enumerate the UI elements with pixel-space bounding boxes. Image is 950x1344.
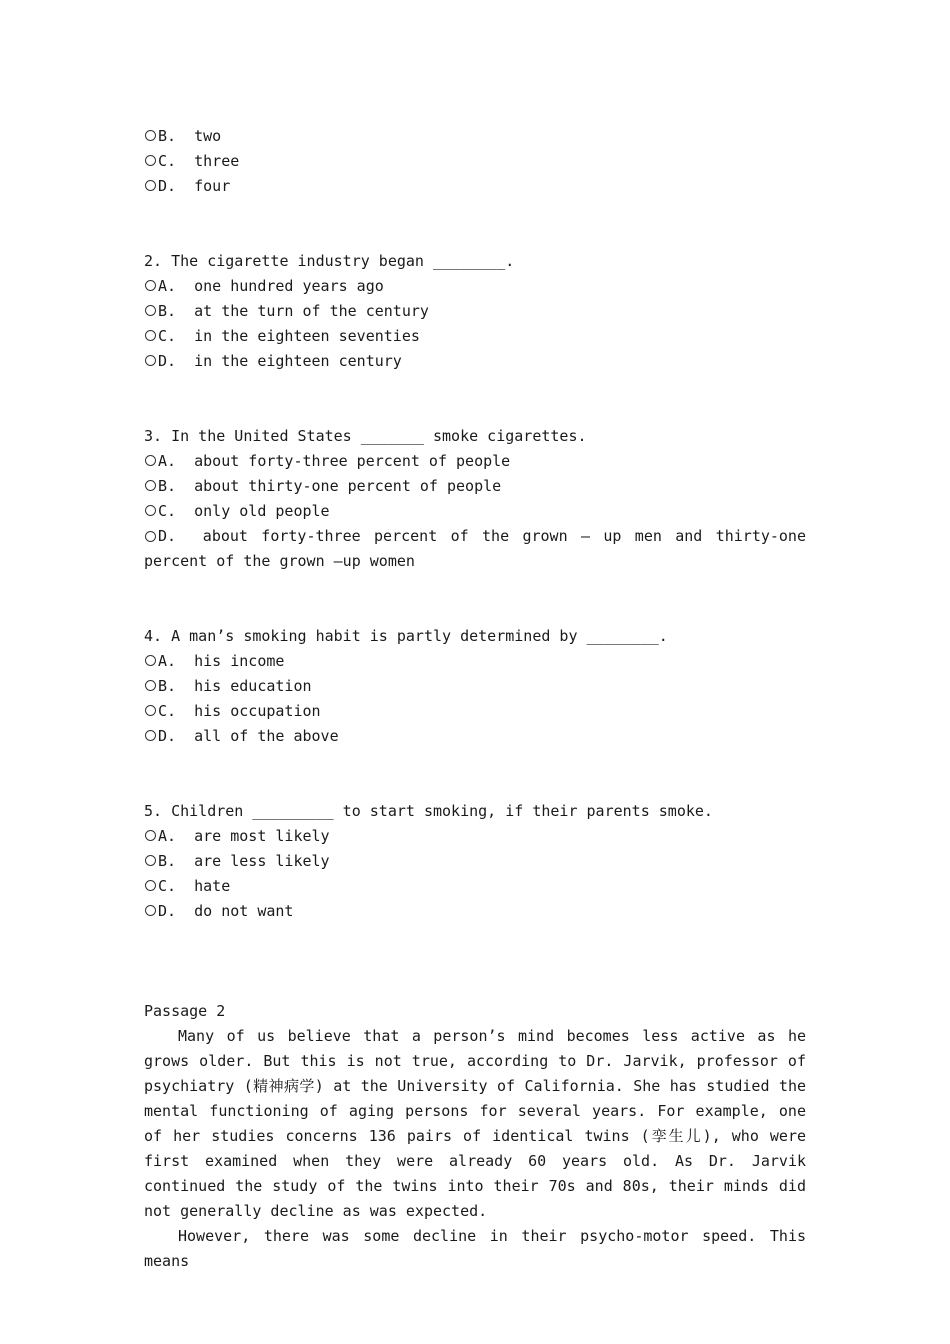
option-5b[interactable]: B. are less likely — [144, 849, 806, 874]
question-2-stem: 2. The cigarette industry began ________. — [144, 252, 515, 270]
passage-paragraph-2: However, there was some decline in their psycho-motor speed. This means — [144, 1227, 806, 1270]
question-5-stem: 5. Children _________ to start smoking, if their parents smoke. — [144, 802, 713, 820]
question-4 — [144, 624, 806, 749]
passage-paragraph-1: Many of us believe that a person’s mind becomes less active as he grows older. But this is not true, according to Dr. Jarvik, professor of psychiatry (精神病学) at the University of California. She has studied the mental functioning of aging persons for several years. For example, one of her studies concerns 136 pairs of identical twins (孪生儿), who were first examined when they were already 60 years old. As Dr. Jarvik continued the study of the twins into their 70s and 80s, their minds did not generally decline as was expected. — [144, 1027, 806, 1220]
option-3b[interactable]: B. about thirty-one percent of people — [144, 474, 806, 499]
option-2b[interactable]: B. at the turn of the century — [144, 299, 806, 324]
radio-button[interactable] — [145, 355, 156, 366]
option-5a[interactable]: A. are most likely — [144, 824, 806, 849]
option-1c[interactable]: C. three — [144, 149, 806, 174]
question-1-options — [144, 124, 806, 199]
radio-button[interactable] — [145, 855, 156, 866]
radio-button[interactable] — [145, 705, 156, 716]
radio-button[interactable] — [145, 280, 156, 291]
radio-button[interactable] — [145, 505, 156, 516]
document-page — [144, 124, 806, 1274]
radio-button[interactable] — [145, 130, 156, 141]
question-3 — [144, 424, 806, 574]
option-4a[interactable]: A. his income — [144, 649, 806, 674]
radio-button[interactable] — [145, 880, 156, 891]
question-2 — [144, 249, 806, 374]
option-5d[interactable]: D. do not want — [144, 899, 806, 924]
radio-button[interactable] — [145, 680, 156, 691]
radio-button[interactable] — [145, 905, 156, 916]
question-5 — [144, 799, 806, 924]
radio-button[interactable] — [145, 155, 156, 166]
option-2c[interactable]: C. in the eighteen seventies — [144, 324, 806, 349]
option-4c[interactable]: C. his occupation — [144, 699, 806, 724]
option-2a[interactable]: A. one hundred years ago — [144, 274, 806, 299]
radio-button[interactable] — [145, 455, 156, 466]
radio-button[interactable] — [145, 830, 156, 841]
radio-button[interactable] — [145, 480, 156, 491]
option-3c[interactable]: C. only old people — [144, 499, 806, 524]
question-4-stem: 4. A man’s smoking habit is partly determined by ________. — [144, 627, 668, 645]
option-1b[interactable]: B. two — [144, 124, 806, 149]
option-2d[interactable]: D. in the eighteen century — [144, 349, 806, 374]
option-3d[interactable]: D. about forty-three percent of the grown – up men and thirty-one percent of the grown –up women — [144, 527, 806, 570]
radio-button[interactable] — [145, 730, 156, 741]
option-4b[interactable]: B. his education — [144, 674, 806, 699]
radio-button[interactable] — [145, 305, 156, 316]
radio-button[interactable] — [145, 180, 156, 191]
radio-button[interactable] — [145, 330, 156, 341]
option-3a[interactable]: A. about forty-three percent of people — [144, 449, 806, 474]
option-5c[interactable]: C. hate — [144, 874, 806, 899]
question-3-stem: 3. In the United States _______ smoke cigarettes. — [144, 427, 587, 445]
option-4d[interactable]: D. all of the above — [144, 724, 806, 749]
passage-title: Passage 2 — [144, 1002, 226, 1020]
radio-button[interactable] — [145, 655, 156, 666]
passage-2 — [144, 999, 806, 1274]
option-1d[interactable]: D. four — [144, 174, 806, 199]
radio-button[interactable] — [145, 531, 156, 542]
